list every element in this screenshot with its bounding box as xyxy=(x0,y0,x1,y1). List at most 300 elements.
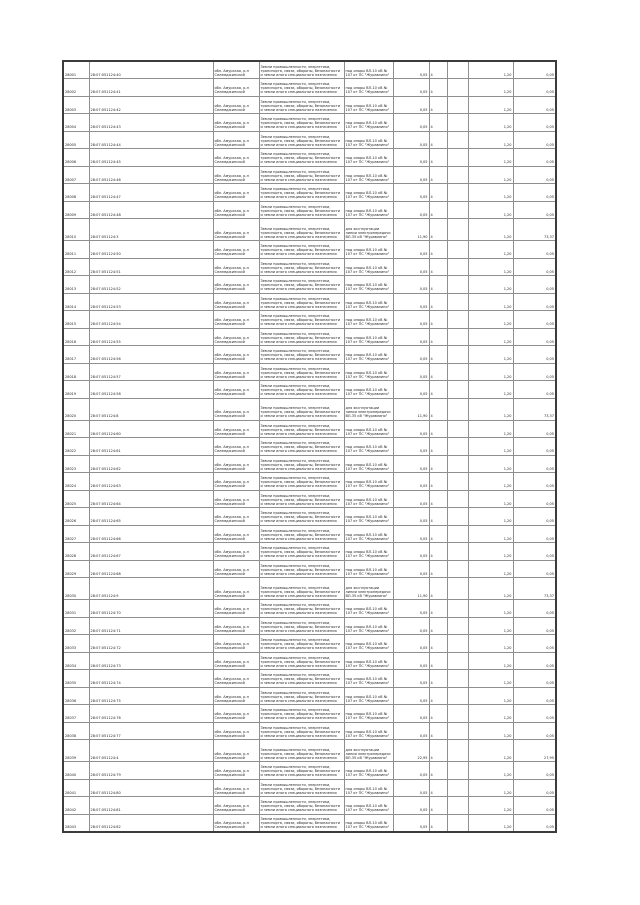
cell-empty xyxy=(447,455,468,473)
cell-id: 28006 xyxy=(63,149,89,167)
table-row xyxy=(63,184,556,202)
cell-land-category: Земли промышленности, энергетики, транспорта, связи, обороны, безопасности и земли иного специального назначения xyxy=(259,814,344,832)
cell-area: 0,05 xyxy=(393,241,429,259)
cell-permitted-use: под опоры ВЛ-10 кВ № 107 от ПС "Журавлино" xyxy=(344,276,393,294)
cell-unit-code: 4 xyxy=(429,149,447,167)
cell-unit-code: 4 xyxy=(429,79,447,97)
cell-rate: 1,20 xyxy=(468,705,513,723)
cell-total-value: 0,05 xyxy=(513,797,556,815)
table-row xyxy=(63,560,556,578)
cell-area: 0,05 xyxy=(393,560,429,578)
cell-location: обл. Амурская, р-н Селемджинский xyxy=(213,131,259,149)
cell-area: 0,05 xyxy=(393,346,429,364)
cell-unit-code: 4 xyxy=(429,311,447,329)
cell-cadastral-number: 28:07:051124:9 xyxy=(89,578,213,600)
cell-area: 0,05 xyxy=(393,311,429,329)
cell-rate: 1,20 xyxy=(468,635,513,653)
cell-cadastral-number: 28:07:051124:3 xyxy=(89,219,213,241)
cell-cadastral-number: 28:07:051124:79 xyxy=(89,762,213,780)
cell-total-value: 0,05 xyxy=(513,722,556,740)
cell-area: 0,05 xyxy=(393,201,429,219)
cell-area: 0,05 xyxy=(393,600,429,618)
cell-cadastral-number: 28:07:051124:40 xyxy=(89,61,213,79)
cell-unit-code: 4 xyxy=(429,346,447,364)
cell-location: обл. Амурская, р-н Селемджинский xyxy=(213,455,259,473)
cell-location: обл. Амурская, р-н Селемджинский xyxy=(213,670,259,688)
cell-id: 28039 xyxy=(63,740,89,762)
cell-permitted-use: под опоры ВЛ-10 кВ № 107 от ПС "Журавлино" xyxy=(344,687,393,705)
cell-unit-code: 4 xyxy=(429,166,447,184)
cell-area: 0,05 xyxy=(393,705,429,723)
cell-id: 28011 xyxy=(63,241,89,259)
cell-permitted-use: под опоры ВЛ-10 кВ № 107 от ПС "Журавлино" xyxy=(344,455,393,473)
table-row xyxy=(63,61,556,79)
table-row xyxy=(63,525,556,543)
cell-permitted-use: под опоры ВЛ-10 кВ № 107 от ПС "Журавлино" xyxy=(344,797,393,815)
cell-rate: 1,20 xyxy=(468,652,513,670)
cell-total-value: 0,05 xyxy=(513,455,556,473)
cell-land-category: Земли промышленности, энергетики, транспорта, связи, обороны, безопасности и земли иного специального назначения xyxy=(259,311,344,329)
cell-permitted-use: для эксплуатации линии электропередачи ВЛ-35 кВ "Журавлино" xyxy=(344,578,393,600)
cell-unit-code: 4 xyxy=(429,241,447,259)
cell-unit-code: 4 xyxy=(429,219,447,241)
cell-id: 28013 xyxy=(63,276,89,294)
cell-land-category: Земли промышленности, энергетики, транспорта, связи, обороны, безопасности и земли иного специального назначения xyxy=(259,670,344,688)
cell-total-value: 0,05 xyxy=(513,61,556,79)
cell-id: 28037 xyxy=(63,705,89,723)
cell-empty xyxy=(447,114,468,132)
cell-empty xyxy=(447,687,468,705)
table-row xyxy=(63,762,556,780)
cell-total-value: 0,05 xyxy=(513,79,556,97)
cell-permitted-use: под опоры ВЛ-10 кВ № 107 от ПС "Журавлино" xyxy=(344,779,393,797)
cell-cadastral-number: 28:07:051124:51 xyxy=(89,258,213,276)
cell-empty xyxy=(447,61,468,79)
cell-area: 0,05 xyxy=(393,114,429,132)
cell-rate: 1,20 xyxy=(468,797,513,815)
cell-rate: 1,20 xyxy=(468,578,513,600)
cell-permitted-use: под опоры ВЛ-10 кВ № 107 от ПС "Журавлино" xyxy=(344,670,393,688)
cell-empty xyxy=(447,149,468,167)
cell-rate: 1,20 xyxy=(468,525,513,543)
cell-area: 0,05 xyxy=(393,276,429,294)
cell-area: 0,05 xyxy=(393,79,429,97)
cell-permitted-use: под опоры ВЛ-10 кВ № 107 от ПС "Журавлино" xyxy=(344,508,393,526)
cell-total-value: 0,05 xyxy=(513,201,556,219)
cell-area: 0,05 xyxy=(393,722,429,740)
cell-rate: 1,20 xyxy=(468,600,513,618)
cell-id: 28018 xyxy=(63,363,89,381)
cell-land-category: Земли промышленности, энергетики, транспорта, связи, обороны, безопасности и земли иного специального назначения xyxy=(259,201,344,219)
cell-unit-code: 4 xyxy=(429,114,447,132)
cell-id: 28021 xyxy=(63,420,89,438)
cell-location: обл. Амурская, р-н Селемджинский xyxy=(213,740,259,762)
cell-rate: 1,20 xyxy=(468,131,513,149)
cell-total-value: 0,05 xyxy=(513,670,556,688)
cell-empty xyxy=(447,363,468,381)
cell-permitted-use: для эксплуатации линии электропередачи ВЛ-35 кВ "Журавлино" xyxy=(344,398,393,420)
table-row xyxy=(63,438,556,456)
cell-unit-code: 4 xyxy=(429,293,447,311)
cell-empty xyxy=(447,241,468,259)
cell-area: 0,05 xyxy=(393,670,429,688)
cell-id: 28038 xyxy=(63,722,89,740)
cell-rate: 1,20 xyxy=(468,779,513,797)
cell-unit-code: 4 xyxy=(429,473,447,491)
cell-cadastral-number: 28:07:051124:4 xyxy=(89,740,213,762)
cell-location: обл. Амурская, р-н Селемджинский xyxy=(213,311,259,329)
cell-total-value: 73,37 xyxy=(513,219,556,241)
cell-area: 0,05 xyxy=(393,328,429,346)
cell-id: 28029 xyxy=(63,560,89,578)
cell-permitted-use: под опоры ВЛ-10 кВ № 107 от ПС "Журавлино" xyxy=(344,543,393,561)
cell-unit-code: 4 xyxy=(429,258,447,276)
cell-cadastral-number: 28:07:051124:72 xyxy=(89,635,213,653)
cell-unit-code: 4 xyxy=(429,490,447,508)
cell-total-value: 0,05 xyxy=(513,420,556,438)
cell-area: 0,05 xyxy=(393,293,429,311)
cell-id: 28043 xyxy=(63,814,89,832)
cell-cadastral-number: 28:07:051124:68 xyxy=(89,560,213,578)
cell-land-category: Земли промышленности, энергетики, транспорта, связи, обороны, безопасности и земли иного специального назначения xyxy=(259,166,344,184)
cell-empty xyxy=(447,381,468,399)
cell-permitted-use: под опоры ВЛ-10 кВ № 107 от ПС "Журавлино" xyxy=(344,114,393,132)
cell-id: 28025 xyxy=(63,490,89,508)
cell-rate: 1,20 xyxy=(468,328,513,346)
cell-area: 0,05 xyxy=(393,543,429,561)
cell-permitted-use: под опоры ВЛ-10 кВ № 107 от ПС "Журавлино" xyxy=(344,705,393,723)
cell-land-category: Земли промышленности, энергетики, транспорта, связи, обороны, безопасности и земли иного специального назначения xyxy=(259,381,344,399)
cell-land-category: Земли промышленности, энергетики, транспорта, связи, обороны, безопасности и земли иного специального назначения xyxy=(259,508,344,526)
cell-area: 0,05 xyxy=(393,617,429,635)
cell-cadastral-number: 28:07:051124:73 xyxy=(89,652,213,670)
cell-empty xyxy=(447,219,468,241)
cell-land-category: Земли промышленности, энергетики, транспорта, связи, обороны, безопасности и земли иного специального назначения xyxy=(259,219,344,241)
cell-permitted-use: под опоры ВЛ-10 кВ № 107 от ПС "Журавлино" xyxy=(344,722,393,740)
cell-area: 11,90 xyxy=(393,219,429,241)
cell-rate: 1,20 xyxy=(468,184,513,202)
cell-empty xyxy=(447,560,468,578)
cell-land-category: Земли промышленности, энергетики, транспорта, связи, обороны, безопасности и земли иного специального назначения xyxy=(259,600,344,618)
cell-land-category: Земли промышленности, энергетики, транспорта, связи, обороны, безопасности и земли иного специального назначения xyxy=(259,543,344,561)
cell-land-category: Земли промышленности, энергетики, транспорта, связи, обороны, безопасности и земли иного специального назначения xyxy=(259,762,344,780)
cell-total-value: 0,05 xyxy=(513,525,556,543)
cell-unit-code: 4 xyxy=(429,455,447,473)
cell-rate: 1,20 xyxy=(468,490,513,508)
cell-land-category: Земли промышленности, энергетики, транспорта, связи, обороны, безопасности и земли иного специального назначения xyxy=(259,525,344,543)
cell-empty xyxy=(447,740,468,762)
cell-location: обл. Амурская, р-н Селемджинский xyxy=(213,508,259,526)
cell-permitted-use: под опоры ВЛ-10 кВ № 107 от ПС "Журавлино" xyxy=(344,762,393,780)
cell-id: 28030 xyxy=(63,578,89,600)
cell-land-category: Земли промышленности, энергетики, транспорта, связи, обороны, безопасности и земли иного специального назначения xyxy=(259,455,344,473)
cell-location: обл. Амурская, р-н Селемджинский xyxy=(213,560,259,578)
cell-empty xyxy=(447,543,468,561)
cell-unit-code: 4 xyxy=(429,617,447,635)
cell-permitted-use: под опоры ВЛ-10 кВ № 107 от ПС "Журавлино" xyxy=(344,201,393,219)
cell-location: обл. Амурская, р-н Селемджинский xyxy=(213,578,259,600)
cell-unit-code: 4 xyxy=(429,779,447,797)
cell-permitted-use: под опоры ВЛ-10 кВ № 107 от ПС "Журавлино" xyxy=(344,652,393,670)
cell-id: 28007 xyxy=(63,166,89,184)
cell-permitted-use: под опоры ВЛ-10 кВ № 107 от ПС "Журавлино" xyxy=(344,311,393,329)
cell-land-category: Земли промышленности, энергетики, транспорта, связи, обороны, безопасности и земли иного специального назначения xyxy=(259,722,344,740)
cell-rate: 1,20 xyxy=(468,814,513,832)
cell-land-category: Земли промышленности, энергетики, транспорта, связи, обороны, безопасности и земли иного специального назначения xyxy=(259,363,344,381)
cell-location: обл. Амурская, р-н Селемджинский xyxy=(213,525,259,543)
cell-land-category: Земли промышленности, энергетики, транспорта, связи, обороны, безопасности и земли иного специального назначения xyxy=(259,241,344,259)
cell-total-value: 0,05 xyxy=(513,490,556,508)
cell-empty xyxy=(447,705,468,723)
cell-location: обл. Амурская, р-н Селемджинский xyxy=(213,473,259,491)
cell-cadastral-number: 28:07:051124:56 xyxy=(89,346,213,364)
cell-total-value: 0,05 xyxy=(513,131,556,149)
cell-total-value: 0,05 xyxy=(513,560,556,578)
cell-land-category: Земли промышленности, энергетики, транспорта, связи, обороны, безопасности и земли иного специального назначения xyxy=(259,473,344,491)
cell-land-category: Земли промышленности, энергетики, транспорта, связи, обороны, безопасности и земли иного специального назначения xyxy=(259,96,344,114)
cell-id: 28036 xyxy=(63,687,89,705)
cell-rate: 1,20 xyxy=(468,346,513,364)
cell-empty xyxy=(447,346,468,364)
table-row xyxy=(63,131,556,149)
cell-permitted-use: под опоры ВЛ-10 кВ № 107 от ПС "Журавлино" xyxy=(344,617,393,635)
cell-area: 22,95 xyxy=(393,740,429,762)
cell-id: 28017 xyxy=(63,346,89,364)
cell-rate: 1,20 xyxy=(468,543,513,561)
table-row xyxy=(63,311,556,329)
cell-location: обл. Амурская, р-н Селемджинский xyxy=(213,722,259,740)
cell-total-value: 0,05 xyxy=(513,473,556,491)
cell-location: обл. Амурская, р-н Селемджинский xyxy=(213,420,259,438)
table-row xyxy=(63,814,556,832)
cell-rate: 1,20 xyxy=(468,241,513,259)
cell-rate: 1,20 xyxy=(468,670,513,688)
cell-total-value: 0,05 xyxy=(513,363,556,381)
cell-id: 28033 xyxy=(63,635,89,653)
table-row xyxy=(63,508,556,526)
cell-location: обл. Амурская, р-н Селемджинский xyxy=(213,705,259,723)
cell-unit-code: 4 xyxy=(429,420,447,438)
cell-total-value: 0,05 xyxy=(513,293,556,311)
cell-rate: 1,20 xyxy=(468,276,513,294)
table-row xyxy=(63,346,556,364)
cell-id: 28035 xyxy=(63,670,89,688)
cell-land-category: Земли промышленности, энергетики, транспорта, связи, обороны, безопасности и земли иного специального назначения xyxy=(259,687,344,705)
cell-unit-code: 4 xyxy=(429,543,447,561)
cell-permitted-use: под опоры ВЛ-10 кВ № 107 от ПС "Журавлино" xyxy=(344,149,393,167)
cell-cadastral-number: 28:07:051124:42 xyxy=(89,96,213,114)
cell-permitted-use: под опоры ВЛ-10 кВ № 107 от ПС "Журавлино" xyxy=(344,490,393,508)
cell-cadastral-number: 28:07:051124:62 xyxy=(89,455,213,473)
cell-area: 0,05 xyxy=(393,652,429,670)
cell-location: обл. Амурская, р-н Селемджинский xyxy=(213,346,259,364)
table-row xyxy=(63,166,556,184)
table-row xyxy=(63,381,556,399)
cell-empty xyxy=(447,131,468,149)
cell-unit-code: 4 xyxy=(429,525,447,543)
cell-rate: 1,20 xyxy=(468,79,513,97)
table-row xyxy=(63,490,556,508)
cell-area: 0,05 xyxy=(393,490,429,508)
cell-rate: 1,20 xyxy=(468,687,513,705)
cell-location: обл. Амурская, р-н Селемджинский xyxy=(213,797,259,815)
cell-unit-code: 4 xyxy=(429,722,447,740)
cell-area: 0,05 xyxy=(393,381,429,399)
cell-cadastral-number: 28:07:051124:75 xyxy=(89,687,213,705)
cell-location: обл. Амурская, р-н Селемджинский xyxy=(213,241,259,259)
cell-empty xyxy=(447,420,468,438)
table-row xyxy=(63,740,556,762)
cell-cadastral-number: 28:07:051124:46 xyxy=(89,166,213,184)
cell-total-value: 0,05 xyxy=(513,635,556,653)
cell-rate: 1,20 xyxy=(468,762,513,780)
cell-permitted-use: под опоры ВЛ-10 кВ № 107 от ПС "Журавлино" xyxy=(344,61,393,79)
cell-unit-code: 4 xyxy=(429,740,447,762)
cell-id: 28040 xyxy=(63,762,89,780)
cell-empty xyxy=(447,578,468,600)
table-row xyxy=(63,617,556,635)
cell-empty xyxy=(447,617,468,635)
table-row xyxy=(63,722,556,740)
cell-location: обл. Амурская, р-н Селемджинский xyxy=(213,114,259,132)
cell-unit-code: 4 xyxy=(429,96,447,114)
cell-cadastral-number: 28:07:051124:67 xyxy=(89,543,213,561)
table-row xyxy=(63,79,556,97)
cell-rate: 1,20 xyxy=(468,740,513,762)
cell-cadastral-number: 28:07:051124:45 xyxy=(89,149,213,167)
cell-permitted-use: под опоры ВЛ-10 кВ № 107 от ПС "Журавлино" xyxy=(344,600,393,618)
cell-id: 28005 xyxy=(63,131,89,149)
cell-id: 28016 xyxy=(63,328,89,346)
cell-id: 28001 xyxy=(63,61,89,79)
cell-area: 0,05 xyxy=(393,438,429,456)
cell-total-value: 0,05 xyxy=(513,184,556,202)
cell-land-category: Земли промышленности, энергетики, транспорта, связи, обороны, безопасности и земли иного специального назначения xyxy=(259,258,344,276)
cell-total-value: 0,05 xyxy=(513,705,556,723)
cell-empty xyxy=(447,490,468,508)
table-row xyxy=(63,635,556,653)
cell-id: 28019 xyxy=(63,381,89,399)
cell-unit-code: 4 xyxy=(429,705,447,723)
cell-cadastral-number: 28:07:051124:8 xyxy=(89,398,213,420)
cell-unit-code: 4 xyxy=(429,438,447,456)
cell-location: обл. Амурская, р-н Селемджинский xyxy=(213,96,259,114)
table-row xyxy=(63,670,556,688)
cell-unit-code: 4 xyxy=(429,131,447,149)
cell-id: 28042 xyxy=(63,797,89,815)
cell-empty xyxy=(447,722,468,740)
table-row xyxy=(63,219,556,241)
cell-area: 0,05 xyxy=(393,96,429,114)
cell-cadastral-number: 28:07:051124:60 xyxy=(89,420,213,438)
cell-area: 0,05 xyxy=(393,166,429,184)
cell-location: обл. Амурская, р-н Селемджинский xyxy=(213,814,259,832)
cell-unit-code: 4 xyxy=(429,508,447,526)
table-row xyxy=(63,600,556,618)
cell-location: обл. Амурская, р-н Селемджинский xyxy=(213,258,259,276)
cell-unit-code: 4 xyxy=(429,635,447,653)
cell-permitted-use: под опоры ВЛ-10 кВ № 107 от ПС "Журавлино" xyxy=(344,420,393,438)
cell-empty xyxy=(447,311,468,329)
cell-location: обл. Амурская, р-н Селемджинский xyxy=(213,61,259,79)
cell-id: 28008 xyxy=(63,184,89,202)
cell-empty xyxy=(447,473,468,491)
cell-rate: 1,20 xyxy=(468,219,513,241)
cell-rate: 1,20 xyxy=(468,560,513,578)
cell-location: обл. Амурская, р-н Селемджинский xyxy=(213,166,259,184)
cell-cadastral-number: 28:07:051124:64 xyxy=(89,490,213,508)
cell-id: 28015 xyxy=(63,311,89,329)
table-row xyxy=(63,96,556,114)
cell-empty xyxy=(447,166,468,184)
cell-id: 28041 xyxy=(63,779,89,797)
cell-area: 0,05 xyxy=(393,687,429,705)
cell-empty xyxy=(447,635,468,653)
cell-rate: 1,20 xyxy=(468,438,513,456)
cell-empty xyxy=(447,797,468,815)
table-row xyxy=(63,652,556,670)
cell-id: 28027 xyxy=(63,525,89,543)
cell-total-value: 0,05 xyxy=(513,346,556,364)
cell-id: 28002 xyxy=(63,79,89,97)
cell-total-value: 73,37 xyxy=(513,578,556,600)
cell-unit-code: 4 xyxy=(429,687,447,705)
cell-location: обл. Амурская, р-н Селемджинский xyxy=(213,635,259,653)
cell-location: обл. Амурская, р-н Селемджинский xyxy=(213,328,259,346)
cell-land-category: Земли промышленности, энергетики, транспорта, связи, обороны, безопасности и земли иного специального назначения xyxy=(259,114,344,132)
cell-empty xyxy=(447,328,468,346)
cell-cadastral-number: 28:07:051124:58 xyxy=(89,381,213,399)
table-row xyxy=(63,149,556,167)
cell-cadastral-number: 28:07:051124:44 xyxy=(89,131,213,149)
cell-land-category: Земли промышленности, энергетики, транспорта, связи, обороны, безопасности и земли иного специального назначения xyxy=(259,346,344,364)
cell-area: 0,05 xyxy=(393,814,429,832)
cell-rate: 1,20 xyxy=(468,258,513,276)
cell-total-value: 0,05 xyxy=(513,114,556,132)
cell-cadastral-number: 28:07:051124:55 xyxy=(89,328,213,346)
table-row xyxy=(63,473,556,491)
cell-empty xyxy=(447,184,468,202)
cell-rate: 1,20 xyxy=(468,508,513,526)
cell-permitted-use: под опоры ВЛ-10 кВ № 107 от ПС "Журавлино" xyxy=(344,525,393,543)
table-row xyxy=(63,578,556,600)
cell-land-category: Земли промышленности, энергетики, транспорта, связи, обороны, безопасности и земли иного специального назначения xyxy=(259,149,344,167)
cell-empty xyxy=(447,96,468,114)
cell-area: 0,05 xyxy=(393,473,429,491)
cell-id: 28032 xyxy=(63,617,89,635)
cell-empty xyxy=(447,79,468,97)
cell-cadastral-number: 28:07:051124:65 xyxy=(89,508,213,526)
cell-unit-code: 4 xyxy=(429,652,447,670)
cell-area: 0,05 xyxy=(393,149,429,167)
cell-cadastral-number: 28:07:051124:54 xyxy=(89,311,213,329)
cell-cadastral-number: 28:07:051124:82 xyxy=(89,814,213,832)
cell-land-category: Земли промышленности, энергетики, транспорта, связи, обороны, безопасности и земли иного специального назначения xyxy=(259,635,344,653)
table-row xyxy=(63,363,556,381)
cell-permitted-use: под опоры ВЛ-10 кВ № 107 от ПС "Журавлино" xyxy=(344,560,393,578)
cell-area: 0,05 xyxy=(393,525,429,543)
cell-cadastral-number: 28:07:051124:53 xyxy=(89,293,213,311)
cell-permitted-use: под опоры ВЛ-10 кВ № 107 от ПС "Журавлино" xyxy=(344,635,393,653)
cell-location: обл. Амурская, р-н Селемджинский xyxy=(213,201,259,219)
cell-id: 28026 xyxy=(63,508,89,526)
cell-location: обл. Амурская, р-н Селемджинский xyxy=(213,490,259,508)
table-row xyxy=(63,398,556,420)
cell-total-value: 0,05 xyxy=(513,687,556,705)
cell-land-category: Земли промышленности, энергетики, транспорта, связи, обороны, безопасности и земли иного специального назначения xyxy=(259,705,344,723)
cell-rate: 1,20 xyxy=(468,722,513,740)
cell-permitted-use: под опоры ВЛ-10 кВ № 107 от ПС "Журавлино" xyxy=(344,473,393,491)
